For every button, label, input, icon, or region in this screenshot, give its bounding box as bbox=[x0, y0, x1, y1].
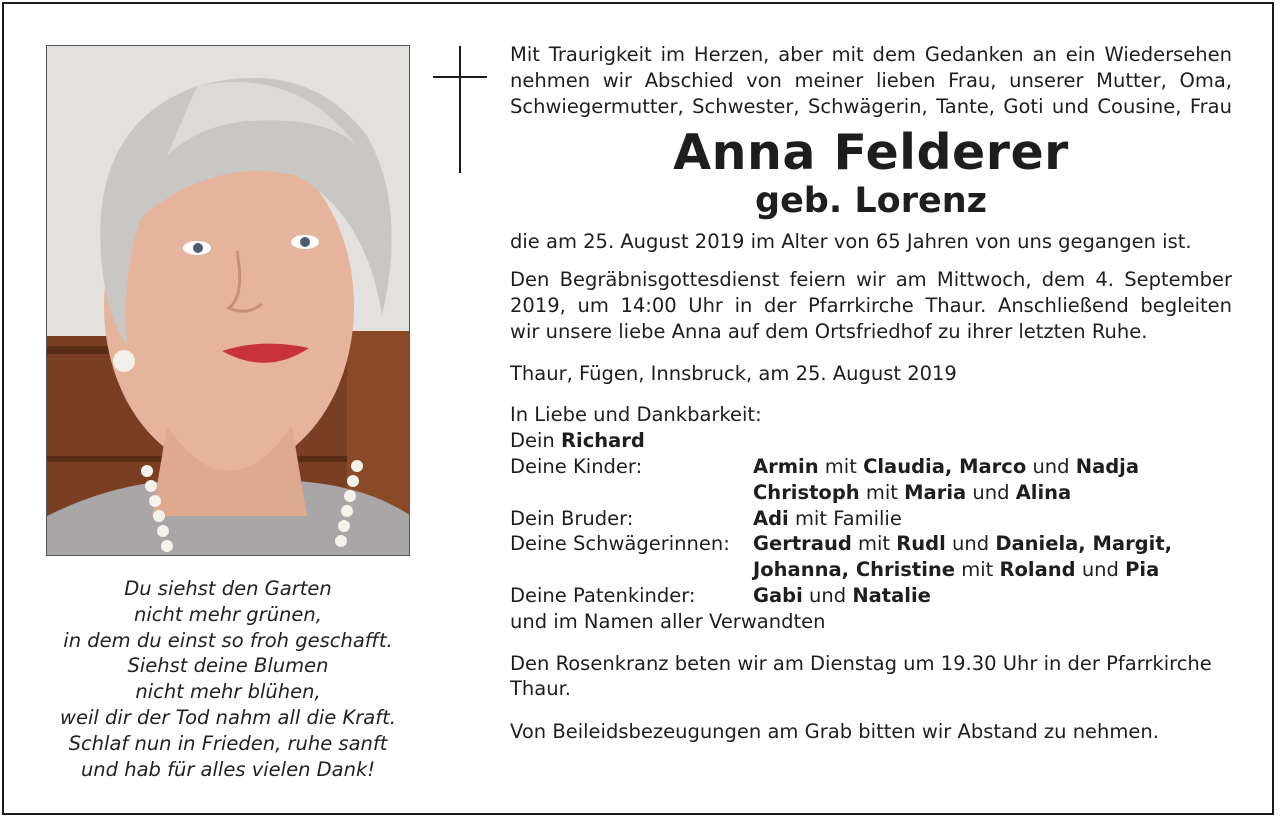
poem-line: und hab für alles vielen Dank! bbox=[80, 757, 376, 781]
portrait-photo bbox=[46, 45, 410, 556]
family-row-godchildren: Deine Patenkinder: Gabi und Natalie bbox=[510, 583, 931, 607]
place-date: Thaur, Fügen, Innsbruck, am 25. August 2019 bbox=[510, 361, 957, 385]
poem-line: Siehst deine Blumen bbox=[127, 654, 329, 678]
gratitude-heading: In Liebe und Dankbarkeit: bbox=[510, 403, 762, 427]
family-row-inlaws: Deine Schwägerinnen: Gertraud mit Rudl und Daniela, Margit, bbox=[510, 532, 1173, 556]
intro-line: Mit Traurigkeit im Herzen, aber mit dem Gedanken an ein Wiedersehen bbox=[510, 43, 1232, 66]
family-list bbox=[510, 428, 1232, 634]
poem-line: nicht mehr grünen, bbox=[134, 602, 322, 626]
intro-paragraph bbox=[510, 42, 1232, 119]
poem-line: Schlaf nun in Frieden, ruhe sanft bbox=[68, 731, 388, 755]
family-row-brother: Dein Bruder: Adi mit Familie bbox=[510, 506, 902, 530]
intro-line: Schwiegermutter, Schwester, Schwägerin, Tante, Goti und Cousine, Frau bbox=[510, 94, 1232, 118]
rosary-line: Den Rosenkranz beten wir am Dienstag um 19.30 Uhr in der Pfarrkirche bbox=[510, 651, 1212, 675]
funeral-line: 2019, um 14:00 Uhr in der Pfarrkirche Thaur. Anschließend begleiten bbox=[510, 293, 1232, 317]
poem-line: weil dir der Tod nahm all die Kraft. bbox=[60, 705, 396, 729]
funeral-line: wir unsere liebe Anna auf dem Ortsfriedhof zu ihrer letzten Ruhe. bbox=[510, 319, 1148, 343]
family-row-husband: Dein Richard bbox=[510, 429, 645, 453]
poem-line: nicht mehr blühen, bbox=[135, 680, 321, 704]
poem-line: Du siehst den Garten bbox=[124, 577, 332, 600]
memorial-poem bbox=[30, 576, 426, 782]
funeral-info bbox=[510, 267, 1232, 344]
rosary-info bbox=[510, 651, 1232, 703]
condolence-note: Von Beileidsbezeugungen am Grab bitten wir Abstand zu nehmen. bbox=[510, 720, 1159, 744]
funeral-line: Den Begräbnisgottesdienst feiern wir am Mittwoch, dem 4. September bbox=[510, 268, 1232, 292]
family-row-children-2: Christoph mit Maria und Alina bbox=[753, 480, 1072, 504]
rosary-line: Thaur. bbox=[510, 677, 572, 701]
poem-line: in dem du einst so froh geschafft. bbox=[63, 628, 393, 652]
obituary-text bbox=[510, 42, 1232, 745]
death-notice: die am 25. August 2019 im Alter von 65 Jahren von uns gegangen ist. bbox=[510, 230, 1192, 254]
intro-line: nehmen wir Abschied von meiner lieben Frau, unserer Mutter, Oma, bbox=[510, 68, 1232, 92]
deceased-name: Anna Felderer bbox=[673, 124, 1069, 182]
family-row-children: Deine Kinder: Armin mit Claudia, Marco und Nadja bbox=[510, 454, 1140, 478]
maiden-name: geb. Lorenz bbox=[755, 181, 987, 222]
family-row-inlaws-2: Johanna, Christine mit Roland und Pia bbox=[753, 558, 1160, 582]
family-row-relatives: und im Namen aller Verwandten bbox=[510, 609, 826, 633]
